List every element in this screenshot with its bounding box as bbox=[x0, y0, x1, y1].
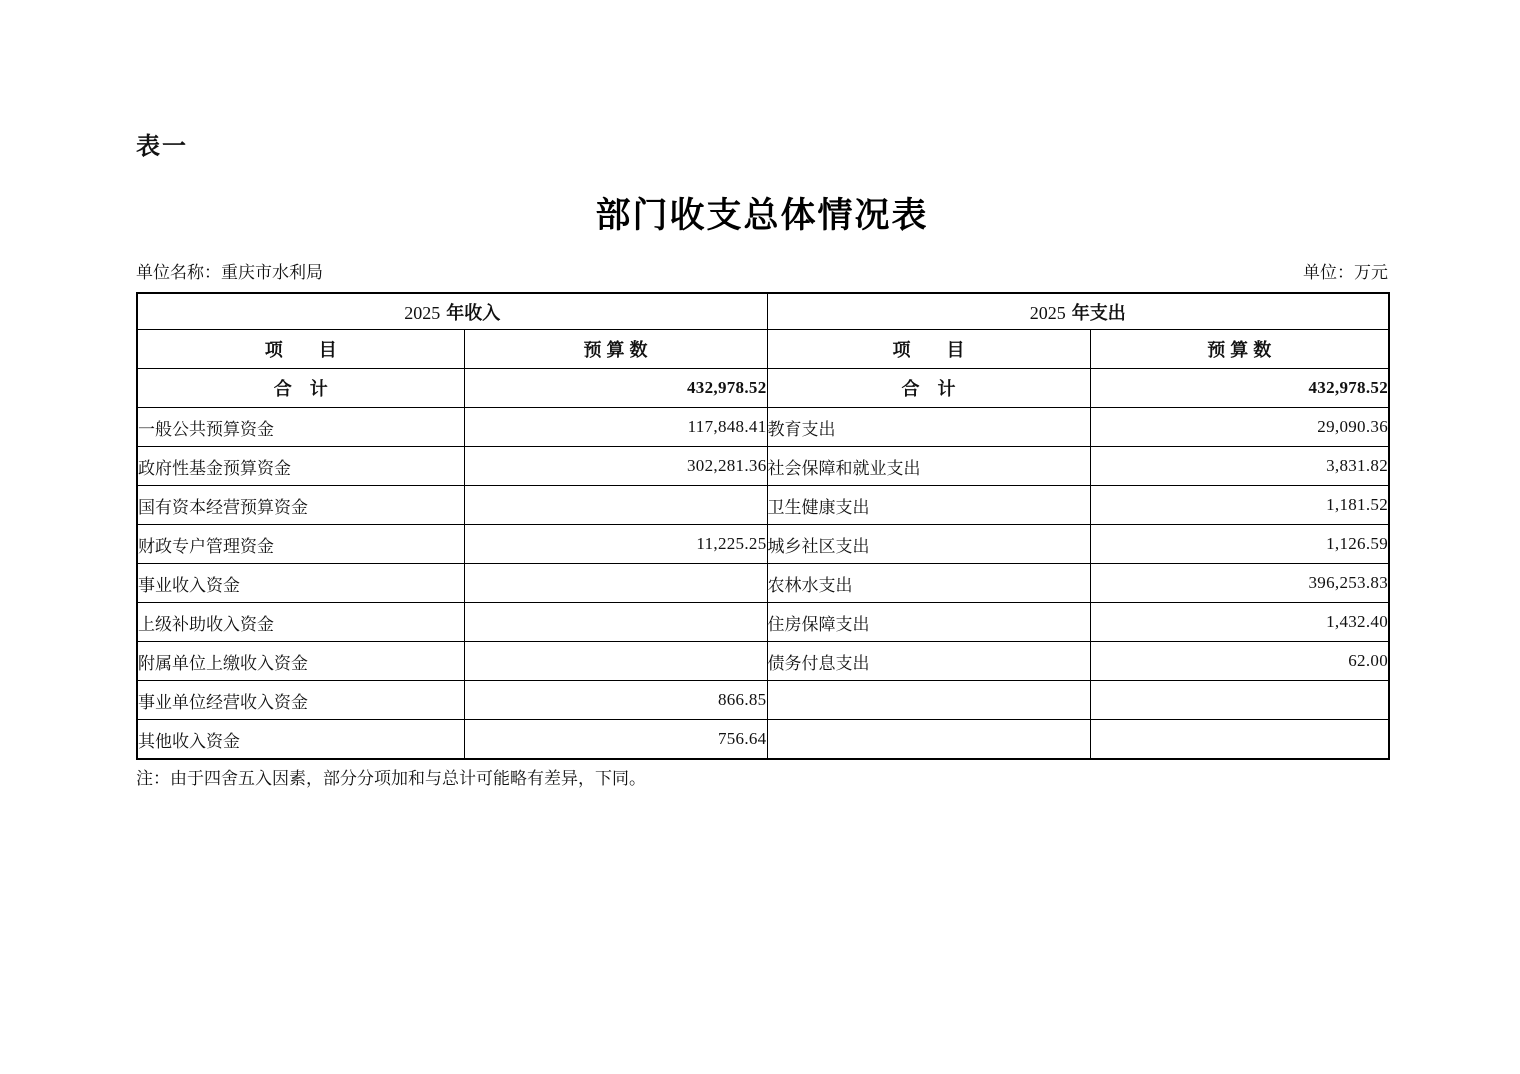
table-row bbox=[137, 486, 1389, 525]
expense-value-cell bbox=[1090, 720, 1389, 760]
expense-value-cell: 29,090.36 bbox=[1090, 408, 1389, 447]
income-total-label: 合 计 bbox=[137, 369, 464, 408]
income-value-cell: 117,848.41 bbox=[464, 408, 767, 447]
expense-budget-col-header: 预 算 数 bbox=[1090, 330, 1389, 369]
expense-year: 2025 bbox=[1029, 302, 1066, 323]
expense-total-label: 合 计 bbox=[767, 369, 1090, 408]
table-header-row-2 bbox=[137, 330, 1389, 369]
expense-item-cell bbox=[767, 720, 1090, 760]
income-total-value: 432,978.52 bbox=[464, 369, 767, 408]
expense-value-cell: 3,831.82 bbox=[1090, 447, 1389, 486]
income-value-cell: 756.64 bbox=[464, 720, 767, 760]
sheet bbox=[136, 0, 1388, 1074]
budget-table bbox=[136, 292, 1390, 760]
income-item-cell: 事业单位经营收入资金 bbox=[137, 681, 464, 720]
expense-section-header bbox=[767, 293, 1389, 330]
expense-item-cell: 农林水支出 bbox=[767, 564, 1090, 603]
expense-value-cell bbox=[1090, 681, 1389, 720]
expense-item-cell: 住房保障支出 bbox=[767, 603, 1090, 642]
unit-row bbox=[136, 258, 1388, 283]
expense-value-cell: 62.00 bbox=[1090, 642, 1389, 681]
table-header-row-1 bbox=[137, 293, 1389, 330]
income-item-cell: 其他收入资金 bbox=[137, 720, 464, 760]
income-item-cell: 附属单位上缴收入资金 bbox=[137, 642, 464, 681]
unit-name-label: 单位名称：重庆市水利局 bbox=[136, 263, 323, 282]
table-row bbox=[137, 603, 1389, 642]
income-value-cell: 302,281.36 bbox=[464, 447, 767, 486]
income-item-cell: 国有资本经营预算资金 bbox=[137, 486, 464, 525]
table-row bbox=[137, 408, 1389, 447]
table-row bbox=[137, 564, 1389, 603]
expense-value-cell: 1,126.59 bbox=[1090, 525, 1389, 564]
income-year: 2025 bbox=[404, 302, 441, 323]
income-label: 年收入 bbox=[446, 302, 501, 323]
table-row bbox=[137, 681, 1389, 720]
income-value-cell bbox=[464, 486, 767, 525]
expense-item-cell: 教育支出 bbox=[767, 408, 1090, 447]
income-item-cell: 财政专户管理资金 bbox=[137, 525, 464, 564]
page-title: 部门收支总体情况表 bbox=[595, 196, 929, 235]
income-value-cell: 866.85 bbox=[464, 681, 767, 720]
expense-item-cell: 城乡社区支出 bbox=[767, 525, 1090, 564]
expense-value-cell: 396,253.83 bbox=[1090, 564, 1389, 603]
rounding-note: 注：由于四舍五入因素，部分分项加和与总计可能略有差异，下同。 bbox=[136, 769, 646, 788]
income-item-cell: 一般公共预算资金 bbox=[137, 408, 464, 447]
form-number-label: 表一 bbox=[136, 133, 188, 160]
income-item-col-header: 项 目 bbox=[137, 330, 464, 369]
income-value-cell bbox=[464, 603, 767, 642]
total-row bbox=[137, 369, 1389, 408]
unit-measure-label: 单位：万元 bbox=[1303, 263, 1388, 282]
table-row bbox=[137, 642, 1389, 681]
table-row bbox=[137, 525, 1389, 564]
table-row bbox=[137, 447, 1389, 486]
income-value-cell: 11,225.25 bbox=[464, 525, 767, 564]
expense-item-cell bbox=[767, 681, 1090, 720]
income-budget-col-header: 预 算 数 bbox=[464, 330, 767, 369]
income-value-cell bbox=[464, 642, 767, 681]
table-row bbox=[137, 720, 1389, 760]
income-item-cell: 上级补助收入资金 bbox=[137, 603, 464, 642]
expense-item-cell: 社会保障和就业支出 bbox=[767, 447, 1090, 486]
expense-value-cell: 1,181.52 bbox=[1090, 486, 1389, 525]
expense-label: 年支出 bbox=[1071, 302, 1126, 323]
income-section-header bbox=[137, 293, 767, 330]
expense-total-value: 432,978.52 bbox=[1090, 369, 1389, 408]
expense-item-cell: 卫生健康支出 bbox=[767, 486, 1090, 525]
income-value-cell bbox=[464, 564, 767, 603]
expense-item-col-header: 项 目 bbox=[767, 330, 1090, 369]
expense-item-cell: 债务付息支出 bbox=[767, 642, 1090, 681]
expense-value-cell: 1,432.40 bbox=[1090, 603, 1389, 642]
income-item-cell: 政府性基金预算资金 bbox=[137, 447, 464, 486]
income-item-cell: 事业收入资金 bbox=[137, 564, 464, 603]
